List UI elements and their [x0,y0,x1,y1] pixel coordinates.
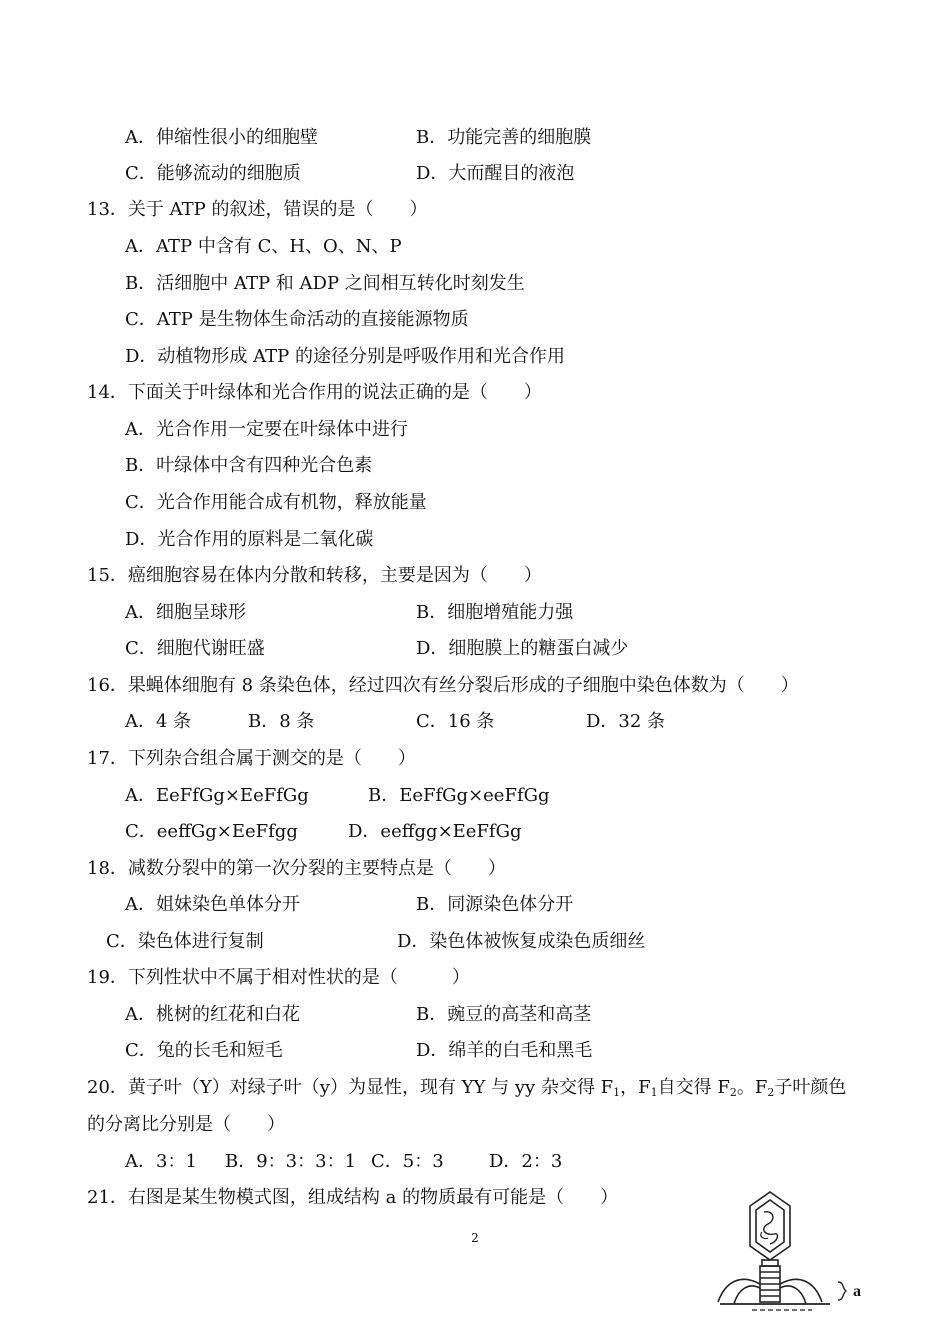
q18-option-d: D．染色体被恢复成染色质细丝 [397,931,646,952]
q18-stem: 18．减数分裂中的第一次分裂的主要特点是（ ） [87,858,506,879]
q13-stem: 13．关于 ATP 的叙述，错误的是（ ） [87,199,428,220]
label-brace [838,1282,846,1300]
q13-option-d: D．动植物形成 ATP 的途径分别是呼吸作用和光合作用 [125,346,566,367]
q20-option-c: C．5：3 [371,1151,444,1172]
q17-option-c: C．eeffGg×EeFfgg [125,821,298,842]
q16-option-b: B．8 条 [248,711,315,732]
q19-stem: 19．下列性状中不属于相对性状的是（ ） [87,967,470,988]
q17-stem: 17．下列杂合组合属于测交的是（ ） [87,748,416,769]
q17-option-a: A．EeFfGg×EeFfGg [125,785,309,806]
q12-option-a: A．伸缩性很小的细胞壁 [125,127,318,148]
tail-fiber-right [780,1279,822,1302]
tail-fiber-left [718,1279,760,1302]
q13-option-a: A．ATP 中含有 C、H、O、N、P [125,236,402,257]
q14-option-b: B．叶绿体中含有四种光合色素 [125,455,373,476]
virus-diagram [712,1188,852,1318]
q17-option-d: D．eeffgg×EeFfGg [348,821,522,842]
q15-option-b: B．细胞增殖能力强 [416,602,574,623]
q16-option-c: C．16 条 [416,711,495,732]
q20-option-b: B．9：3：3：1 [225,1151,357,1172]
q12-option-b: B．功能完善的细胞膜 [416,127,592,148]
q15-option-c: C．细胞代谢旺盛 [125,638,265,659]
q14-stem: 14．下面关于叶绿体和光合作用的说法正确的是（ ） [87,382,542,403]
q20-option-a: A．3：1 [125,1151,197,1172]
q20-stem-line1: 20．黄子叶（Y）对绿子叶（y）为显性，现有 YY 与 yy 杂交得 $F_1$，$F_1$自交得 $F_2$。$F_2$子叶颜色 [87,1077,847,1099]
q16-stem: 16．果蝇体细胞有 8 条染色体，经过四次有丝分裂后形成的子细胞中染色体数为（ ） [87,675,799,696]
page-number: 2 [471,1231,479,1245]
q16-option-a: A．4 条 [125,711,192,732]
q19-option-b: B．豌豆的高茎和高茎 [416,1004,592,1025]
virus-head-inner [756,1200,784,1252]
q16-option-d: D．32 条 [586,711,666,732]
figure-label-a: a [853,1283,861,1300]
q14-option-a: A．光合作用一定要在叶绿体中进行 [125,419,408,440]
q14-option-c: C．光合作用能合成有机物，释放能量 [125,492,427,513]
q12-option-c: C．能够流动的细胞质 [125,163,301,184]
q18-option-a: A．姐妹染色单体分开 [125,894,300,915]
q19-option-a: A．桃树的红花和白花 [125,1004,300,1025]
q20-stem-line2: 的分离比分别是（ ） [87,1114,285,1135]
q21-stem: 21．右图是某生物模式图，组成结构 a 的物质最有可能是（ ） [87,1187,619,1208]
q19-option-c: C．兔的长毛和短毛 [125,1040,283,1061]
q13-option-b: B．活细胞中 ATP 和 ADP 之间相互转化时刻发生 [125,273,525,294]
q13-option-c: C．ATP 是生物体生命活动的直接能源物质 [125,309,469,330]
q18-option-c: C．染色体进行复制 [106,931,264,952]
q15-option-d: D．细胞膜上的糖蛋白减少 [416,638,629,659]
q15-stem: 15．癌细胞容易在体内分散和转移，主要是因为（ ） [87,565,542,586]
q17-option-b: B．EeFfGg×eeFfGg [368,785,550,806]
q19-option-d: D．绵羊的白毛和黑毛 [416,1040,593,1061]
q20-option-d: D．2：3 [489,1151,563,1172]
q12-option-d: D．大而醒目的液泡 [416,163,575,184]
q15-option-a: A．细胞呈球形 [125,602,246,623]
q18-option-b: B．同源染色体分开 [416,894,574,915]
q14-option-d: D．光合作用的原料是二氧化碳 [125,529,374,550]
